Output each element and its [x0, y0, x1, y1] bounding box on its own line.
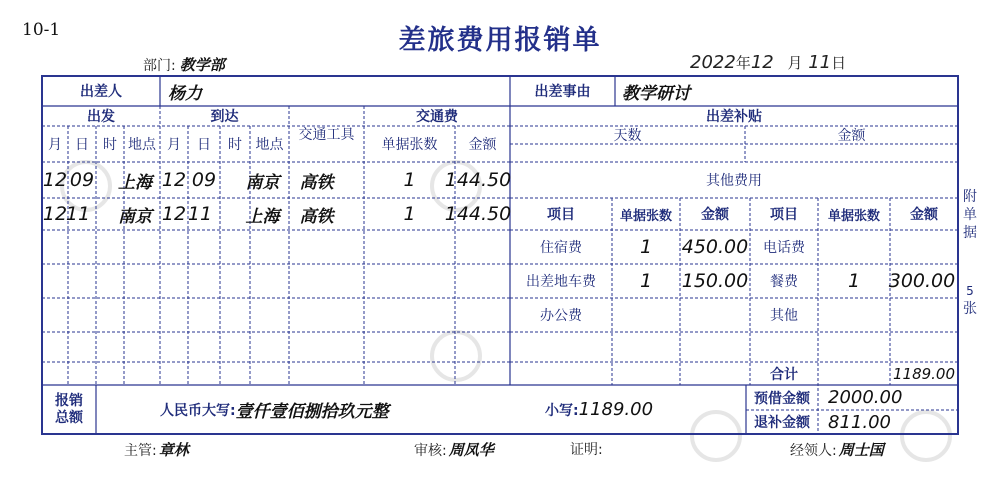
fee-item2: 餐费	[770, 274, 798, 290]
trip-arr-day: 11	[187, 203, 213, 225]
auditor-label: 审核:	[414, 443, 447, 459]
header-vehicle: 交通工具	[298, 127, 355, 143]
auditor	[414, 439, 494, 460]
fee-receipts: 1	[639, 236, 653, 258]
trip-arr-place: 南京	[245, 172, 280, 193]
proof	[570, 439, 603, 459]
attachment-unit: 张	[963, 301, 977, 317]
trip-arr-month: 12	[161, 203, 187, 225]
trip-receipts: 1	[403, 203, 416, 225]
auditor-value: 周凤华	[448, 441, 494, 459]
col-days: 天数	[613, 128, 642, 144]
total-lower	[545, 385, 653, 434]
col-arr-place: 地点	[255, 137, 284, 153]
supervisor-label: 主管:	[124, 443, 157, 459]
header-allowance: 出差补贴	[706, 109, 762, 125]
reason-value: 教学研讨	[622, 83, 690, 104]
col-dep-hour: 时	[103, 137, 117, 153]
attachment-label: 附单据	[963, 189, 977, 241]
trip-vehicle: 高铁	[299, 206, 334, 227]
supervisor	[124, 439, 189, 460]
traveler-value: 杨力	[168, 83, 202, 104]
col-arr-hour: 时	[228, 137, 242, 153]
reason-label: 出差事由	[534, 84, 591, 100]
fee-item: 出差地车费	[526, 274, 596, 290]
advance-value: 2000.00	[828, 387, 903, 408]
trip-vehicle: 高铁	[299, 172, 334, 193]
refund-value: 811.00	[828, 411, 891, 433]
col-arr-month: 月	[167, 137, 181, 153]
other-col-amount: 金额	[701, 207, 729, 223]
fee-amount: 150.00	[681, 270, 749, 292]
handler	[790, 439, 884, 460]
attachment-count: 5	[966, 284, 974, 298]
supervisor-value: 章林	[158, 441, 189, 459]
fee-item2: 电话费	[763, 240, 805, 256]
other-col-receipts2: 单据张数	[827, 208, 880, 224]
col-allowance-amount: 金额	[837, 128, 866, 144]
trip-dep-month: 12	[42, 203, 68, 225]
total-lower-value: 1189.00	[578, 399, 654, 420]
fee-item: 住宿费	[540, 240, 582, 256]
other-col-receipts: 单据张数	[619, 208, 672, 224]
fee-item: 办公费	[540, 308, 582, 324]
fee-receipts: 1	[639, 270, 653, 292]
fee-amount2: 300.00	[888, 270, 956, 292]
date-year-unit: 年	[735, 54, 751, 72]
advance-label: 预借金额	[754, 390, 810, 407]
other-col-item2: 项目	[770, 207, 798, 223]
col-dep-day: 日	[75, 137, 89, 153]
other-col-item: 项目	[547, 207, 575, 223]
fee-receipts2: 1	[847, 270, 861, 292]
traveler-label: 出差人	[80, 84, 122, 100]
date-day: 11	[808, 52, 832, 73]
trip-dep-place: 上海	[118, 172, 152, 193]
trip-receipts: 1	[403, 169, 416, 191]
department-label: 部门:	[143, 58, 176, 74]
date-day-unit: 日	[831, 54, 847, 72]
date-month-unit: 月	[787, 54, 803, 72]
subtotal-value: 1189.00	[892, 364, 956, 383]
col-receipt-count: 单据张数	[381, 137, 438, 153]
trip-dep-day: 11	[65, 203, 91, 225]
total-upper-value: 壹仟壹佰捌拾玖元整	[235, 402, 389, 422]
trip-dep-month: 12	[42, 169, 68, 191]
date-month: 12	[750, 52, 774, 73]
header-transport-fee: 交通费	[416, 109, 458, 125]
header-arrive: 到达	[210, 109, 239, 125]
handler-value: 周士国	[838, 441, 884, 459]
total-upper	[160, 385, 389, 434]
col-arr-day: 日	[197, 137, 211, 153]
total-label: 报销总额	[55, 392, 83, 426]
header-depart: 出发	[87, 109, 115, 125]
total-upper-label: 人民币大写:	[160, 402, 236, 419]
col-dep-month: 月	[48, 137, 62, 153]
date-year: 2022	[690, 52, 736, 73]
col-amount: 金额	[468, 137, 497, 153]
col-dep-place: 地点	[128, 137, 156, 153]
department-value: 教学部	[179, 56, 225, 74]
refund-label: 退补金额	[754, 415, 810, 431]
proof-label: 证明:	[570, 442, 603, 458]
trip-amount: 144.50	[444, 203, 512, 225]
trip-amount: 144.50	[444, 169, 512, 191]
trip-dep-place: 南京	[118, 206, 152, 227]
total-lower-label: 小写:	[545, 402, 579, 419]
handler-label: 经领人:	[790, 443, 837, 459]
trip-arr-month: 12	[161, 169, 187, 191]
trip-arr-day: 09	[191, 169, 217, 191]
form-number: 10-1	[22, 20, 61, 40]
other-fees-title: 其他费用	[706, 173, 762, 189]
other-col-amount2: 金额	[910, 207, 938, 223]
form-title: 差旅费用报销单	[398, 25, 602, 56]
trip-arr-place: 上海	[245, 206, 280, 227]
fee-amount: 450.00	[681, 236, 749, 258]
subtotal-label: 合计	[770, 366, 798, 383]
fee-item2: 其他	[770, 308, 798, 324]
trip-dep-day: 09	[69, 169, 95, 191]
